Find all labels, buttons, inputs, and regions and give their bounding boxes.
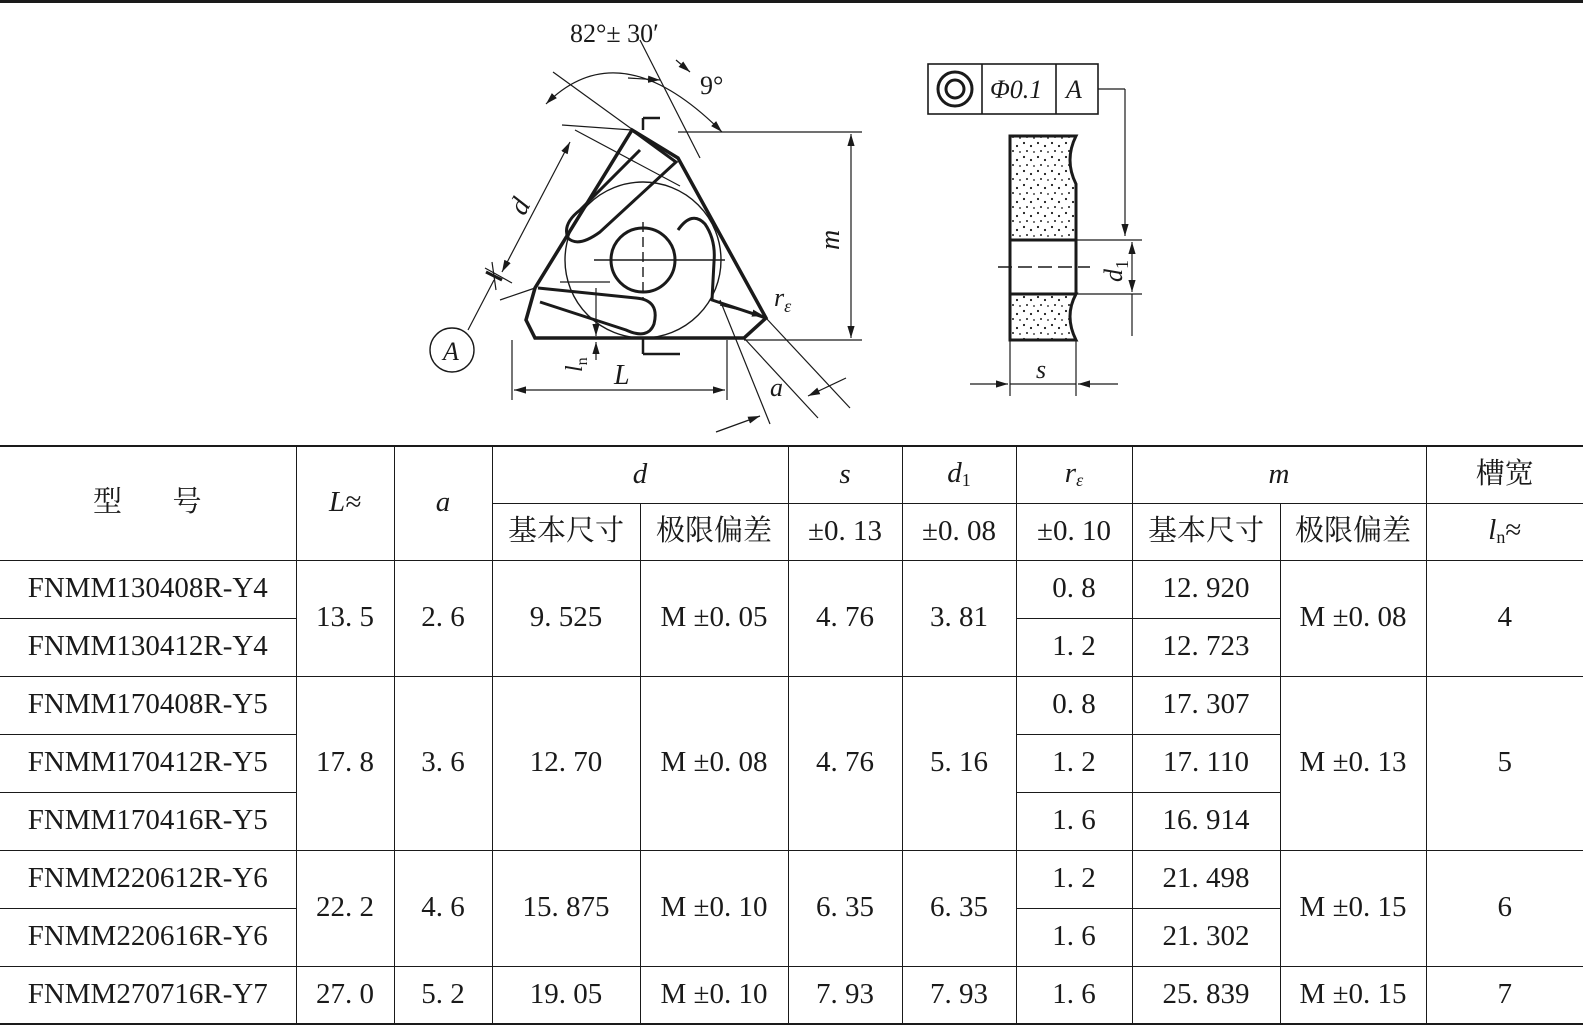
d-dimension-label: d: [503, 192, 538, 220]
s-cell: 4. 76: [788, 560, 902, 676]
header-r-epsilon: $r_\varepsilon$: [1016, 446, 1132, 503]
r-cell: 0. 8: [1016, 676, 1132, 734]
r-cell: 1. 6: [1016, 908, 1132, 966]
m-basic-cell: 12. 723: [1132, 618, 1280, 676]
r-cell: 1. 6: [1016, 966, 1132, 1024]
a-dimension-label: a: [770, 373, 783, 402]
s-cell: 4. 76: [788, 676, 902, 850]
header-m-basic: 基本尺寸: [1132, 503, 1280, 560]
header-ln: $l_n\approx$: [1426, 503, 1583, 560]
d1-cell: 6. 35: [902, 850, 1016, 966]
model-cell: FNMM130408R-Y4: [0, 560, 296, 618]
m-limit-cell: M ±0. 13: [1280, 676, 1426, 850]
d-basic-cell: 12. 70: [492, 676, 640, 850]
table-row: [0, 966, 1583, 1024]
r-epsilon-label: $r_\varepsilon$: [774, 283, 792, 316]
L-cell: 13. 5: [296, 560, 394, 676]
header-m: m: [1132, 446, 1426, 503]
header-d-basic: 基本尺寸: [492, 503, 640, 560]
m-basic-cell: 21. 498: [1132, 850, 1280, 908]
insert-front-view: [430, 40, 862, 432]
d-limit-cell: M ±0. 10: [640, 850, 788, 966]
table-row: [0, 676, 1583, 734]
header-d1: $d_1$: [902, 446, 1016, 503]
datum-a-label: A: [443, 337, 459, 366]
model-cell: FNMM170408R-Y5: [0, 676, 296, 734]
header-L: L≈: [296, 446, 394, 560]
m-basic-cell: 21. 302: [1132, 908, 1280, 966]
model-cell: FNMM170416R-Y5: [0, 792, 296, 850]
model-cell: FNMM220612R-Y6: [0, 850, 296, 908]
r-cell: 1. 2: [1016, 850, 1132, 908]
insert-section-bottom: [1010, 294, 1076, 340]
m-limit-cell: M ±0. 15: [1280, 850, 1426, 966]
d1-dimension-label: $d_1$: [1099, 260, 1132, 282]
r-cell: 1. 2: [1016, 618, 1132, 676]
ln-cell: 6: [1426, 850, 1583, 966]
r-cell: 1. 2: [1016, 734, 1132, 792]
m-limit-cell: M ±0. 15: [1280, 966, 1426, 1024]
a-cell: 5. 2: [394, 966, 492, 1024]
header-r-tolerance: ±0. 10: [1016, 503, 1132, 560]
s-cell: 7. 93: [788, 966, 902, 1024]
insert-spec-table: [0, 445, 1583, 1025]
m-basic-cell: 17. 110: [1132, 734, 1280, 792]
s-dimension-label: s: [1036, 355, 1047, 384]
header-groove: 槽宽: [1426, 446, 1583, 503]
m-basic-cell: 12. 920: [1132, 560, 1280, 618]
insert-side-view: [928, 64, 1142, 396]
m-limit-cell: M ±0. 08: [1280, 560, 1426, 676]
header-d: d: [492, 446, 788, 503]
tolerance-datum: A: [1066, 75, 1082, 104]
r-cell: 1. 6: [1016, 792, 1132, 850]
d-basic-cell: 15. 875: [492, 850, 640, 966]
insert-section-top: [1010, 136, 1076, 240]
d-limit-cell: M ±0. 08: [640, 676, 788, 850]
d-limit-cell: M ±0. 10: [640, 966, 788, 1024]
a-cell: 3. 6: [394, 676, 492, 850]
table-row: [0, 560, 1583, 618]
tolerance-value: Φ0.1: [990, 75, 1043, 104]
L-cell: 17. 8: [296, 676, 394, 850]
m-basic-cell: 17. 307: [1132, 676, 1280, 734]
d1-cell: 7. 93: [902, 966, 1016, 1024]
insert-technical-drawing: [0, 0, 1583, 445]
header-s: s: [788, 446, 902, 503]
header-model: 型 号: [0, 446, 296, 560]
ln-cell: 7: [1426, 966, 1583, 1024]
a-cell: 2. 6: [394, 560, 492, 676]
s-cell: 6. 35: [788, 850, 902, 966]
ln-cell: 4: [1426, 560, 1583, 676]
model-cell: FNMM220616R-Y6: [0, 908, 296, 966]
m-basic-cell: 25. 839: [1132, 966, 1280, 1024]
r-cell: 0. 8: [1016, 560, 1132, 618]
header-s-tolerance: ±0. 13: [788, 503, 902, 560]
header-m-limit: 极限偏差: [1280, 503, 1426, 560]
d1-cell: 5. 16: [902, 676, 1016, 850]
L-cell: 22. 2: [296, 850, 394, 966]
model-cell: FNMM270716R-Y7: [0, 966, 296, 1024]
a-cell: 4. 6: [394, 850, 492, 966]
m-dimension-label: m: [815, 229, 846, 250]
header-a: a: [394, 446, 492, 560]
d1-cell: 3. 81: [902, 560, 1016, 676]
d-basic-cell: 9. 525: [492, 560, 640, 676]
angle-82-label: 82°± 30′: [570, 19, 659, 48]
d-basic-cell: 19. 05: [492, 966, 640, 1024]
L-dimension-label: L: [614, 360, 630, 391]
ln-dimension-label: $l_n$: [562, 357, 591, 372]
table-row: [0, 850, 1583, 908]
header-d1-tolerance: ±0. 08: [902, 503, 1016, 560]
ln-cell: 5: [1426, 676, 1583, 850]
angle-9-label: 9°: [700, 71, 724, 100]
angle-82-arc: [546, 73, 722, 132]
L-cell: 27. 0: [296, 966, 394, 1024]
m-basic-cell: 16. 914: [1132, 792, 1280, 850]
model-cell: FNMM130412R-Y4: [0, 618, 296, 676]
d-limit-cell: M ±0. 05: [640, 560, 788, 676]
model-cell: FNMM170412R-Y5: [0, 734, 296, 792]
chip-groove-right: [678, 218, 766, 318]
header-d-limit: 极限偏差: [640, 503, 788, 560]
